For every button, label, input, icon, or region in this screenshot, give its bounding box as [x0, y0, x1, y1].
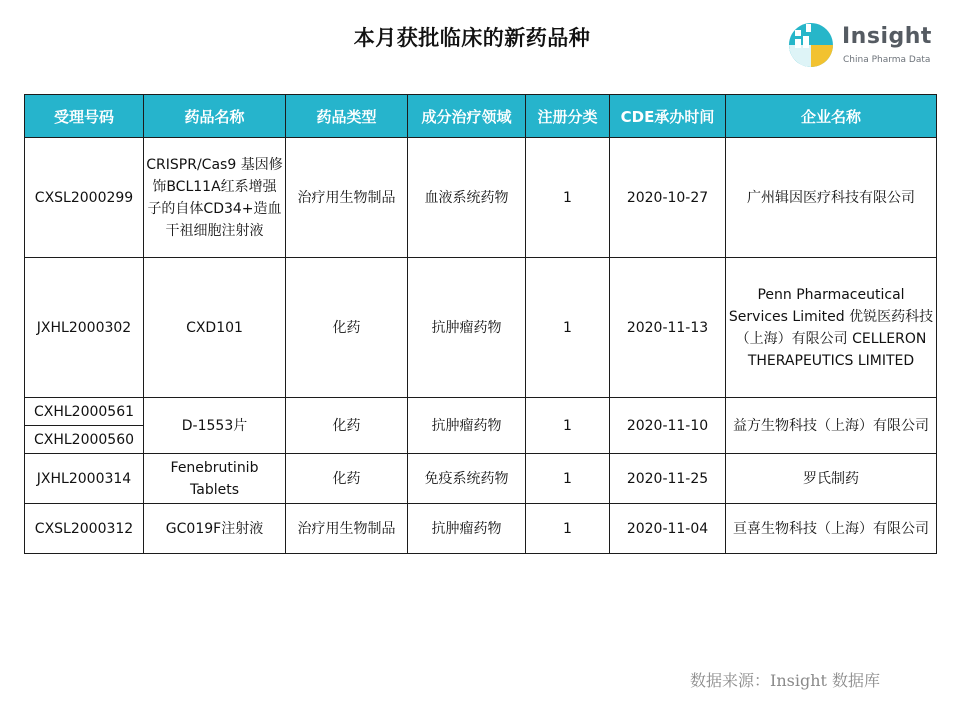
therapeutic-area: 血液系统药物	[408, 138, 526, 258]
header-cde-date: CDE承办时间	[610, 95, 726, 138]
company-name: 益方生物科技（上海）有限公司	[726, 398, 937, 454]
cde-date: 2020-11-13	[610, 258, 726, 398]
drug-name: D-1553片	[144, 398, 286, 454]
header-registration-class: 注册分类	[526, 95, 610, 138]
table-row	[25, 504, 937, 554]
registration-class: 1	[526, 398, 610, 454]
header-acceptance-number: 受理号码	[25, 95, 144, 138]
therapeutic-area: 抗肿瘤药物	[408, 398, 526, 454]
insight-logo-icon	[786, 20, 836, 70]
cde-date: 2020-10-27	[610, 138, 726, 258]
cde-date: 2020-11-10	[610, 398, 726, 454]
company-name: 亘喜生物科技（上海）有限公司	[726, 504, 937, 554]
drug-type: 化药	[286, 258, 408, 398]
drug-name: GC019F注射液	[144, 504, 286, 554]
drug-type: 治疗用生物制品	[286, 504, 408, 554]
table-row	[25, 258, 937, 398]
drug-name: Fenebrutinib Tablets	[144, 454, 286, 504]
header-drug-type: 药品类型	[286, 95, 408, 138]
logo-subtitle: China Pharma Data	[843, 55, 931, 65]
drug-approvals-table	[24, 94, 937, 554]
header-therapeutic-area: 成分治疗领域	[408, 95, 526, 138]
table-row	[25, 454, 937, 504]
registration-class: 1	[526, 258, 610, 398]
acceptance-number: JXHL2000314	[25, 454, 144, 504]
cde-date: 2020-11-25	[610, 454, 726, 504]
therapeutic-area: 抗肿瘤药物	[408, 258, 526, 398]
acceptance-number: CXHL2000561	[25, 398, 144, 426]
acceptance-number: CXHL2000560	[25, 426, 144, 454]
table-row	[25, 398, 937, 426]
registration-class: 1	[526, 454, 610, 504]
acceptance-number: CXSL2000299	[25, 138, 144, 258]
registration-class: 1	[526, 138, 610, 258]
header-company: 企业名称	[726, 95, 937, 138]
table-row	[25, 138, 937, 258]
company-name: 罗氏制药	[726, 454, 937, 504]
logo-wordmark: Insight	[842, 24, 932, 49]
drug-type: 治疗用生物制品	[286, 138, 408, 258]
page-title: 本月获批临床的新药品种	[353, 26, 591, 50]
company-name: 广州辑因医疗科技有限公司	[726, 138, 937, 258]
therapeutic-area: 抗肿瘤药物	[408, 504, 526, 554]
therapeutic-area: 免疫系统药物	[408, 454, 526, 504]
drug-type: 化药	[286, 398, 408, 454]
registration-class: 1	[526, 504, 610, 554]
header-drug-name: 药品名称	[144, 95, 286, 138]
drug-type: 化药	[286, 454, 408, 504]
company-name: Penn Pharmaceutical Services Limited 优锐医药科技（上海）有限公司 CELLERON THERAPEUTICS LIMITED	[726, 258, 937, 398]
drug-name: CXD101	[144, 258, 286, 398]
acceptance-number: JXHL2000302	[25, 258, 144, 398]
data-source-note: 数据来源：Insight 数据库	[690, 671, 881, 690]
acceptance-number: CXSL2000312	[25, 504, 144, 554]
insight-logo	[786, 20, 946, 72]
cde-date: 2020-11-04	[610, 504, 726, 554]
drug-name: CRISPR/Cas9 基因修饰BCL11A红系增强子的自体CD34+造血干祖细胞注射液	[144, 138, 286, 258]
table-header-row	[25, 95, 937, 138]
